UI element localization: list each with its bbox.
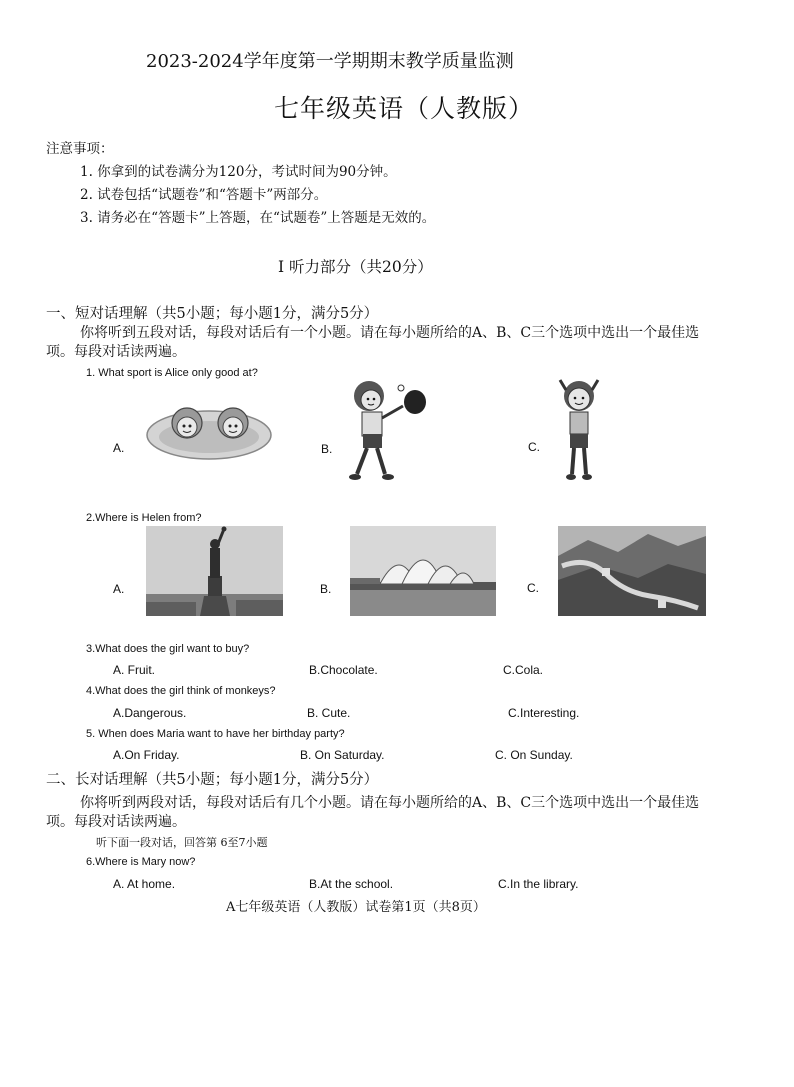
question-6-text: 6.Where is Mary now? [86,856,196,868]
question-2-option-b-label[interactable]: B. [320,582,332,596]
exam-title: 2023-2024学年度第一学期期末教学质量监测 [146,51,514,72]
question-1-option-a-label[interactable]: A. [113,441,125,455]
page-footer: A七年级英语（人教版）试卷第1页（共8页） [226,900,486,915]
notice-heading: 注意事项： [46,141,114,157]
notice-item-3: 3. 请务必在“答题卡”上答题，在“试题卷”上答题是无效的。 [80,210,436,226]
question-5-option-b[interactable]: B. On Saturday. [300,748,385,762]
question-2-option-a-label[interactable]: A. [113,582,125,596]
swimming-picture [143,393,275,465]
section-two-instructions-line2: 项。每段对话读两遍。 [46,814,186,830]
subject-title: 七年级英语（人教版） [274,94,535,123]
question-1-option-b-label[interactable]: B. [321,442,333,456]
question-2-text: 2.Where is Helen from? [86,512,202,524]
question-2-option-c-label[interactable]: C. [527,581,539,595]
question-4-option-c[interactable]: C.Interesting. [508,706,580,720]
question-5-option-a[interactable]: A.On Friday. [113,748,180,762]
section-two-instructions-line1: 你将听到两段对话，每段对话后有几个小题。请在每小题所给的A、B、C三个选项中选出一个最佳选 [80,795,700,811]
question-3-option-c[interactable]: C.Cola. [503,663,544,677]
ping-pong-picture [345,376,430,484]
notice-item-2: 2. 试卷包括“试题卷”和“答题卡”两部分。 [80,187,328,203]
great-wall-picture [558,526,706,616]
question-6-option-b[interactable]: B.At the school. [309,877,394,891]
question-1-option-c-label[interactable]: C. [528,440,540,454]
sydney-opera-house-picture [350,526,496,616]
question-6-option-a[interactable]: A. At home. [113,877,176,891]
question-3-text: 3.What does the girl want to buy? [86,643,250,655]
notice-item-1: 1. 你拿到的试卷满分为120分，考试时间为90分钟。 [80,164,397,180]
question-6-option-c[interactable]: C.In the library. [498,877,579,891]
section-one-heading: 一、短对话理解（共5小题；每小题1分，满分5分） [46,306,379,322]
question-4-text: 4.What does the girl think of monkeys? [86,685,276,697]
question-5-option-c[interactable]: C. On Sunday. [495,748,573,762]
question-4-option-a[interactable]: A.Dangerous. [113,706,187,720]
section-one-instructions-line1: 你将听到五段对话，每段对话后有一个小题。请在每小题所给的A、B、C三个选项中选出一个最佳选 [80,325,700,341]
question-3-option-b[interactable]: B.Chocolate. [309,663,378,677]
section-two-sub-instruction: 听下面一段对话，回答第 6至7小题 [96,836,268,849]
section-one-instructions-line2: 项。每段对话读两遍。 [46,344,186,360]
question-4-option-b[interactable]: B. Cute. [307,706,351,720]
statue-of-liberty-picture [146,526,283,616]
girl-picture [556,378,602,485]
part-one-title: I 听力部分（共20分） [278,258,433,276]
question-1-text: 1. What sport is Alice only good at? [86,367,258,379]
question-3-option-a[interactable]: A. Fruit. [113,663,156,677]
question-5-text: 5. When does Maria want to have her birthday party? [86,728,345,740]
section-two-heading: 二、长对话理解（共5小题；每小题1分，满分5分） [46,772,379,788]
